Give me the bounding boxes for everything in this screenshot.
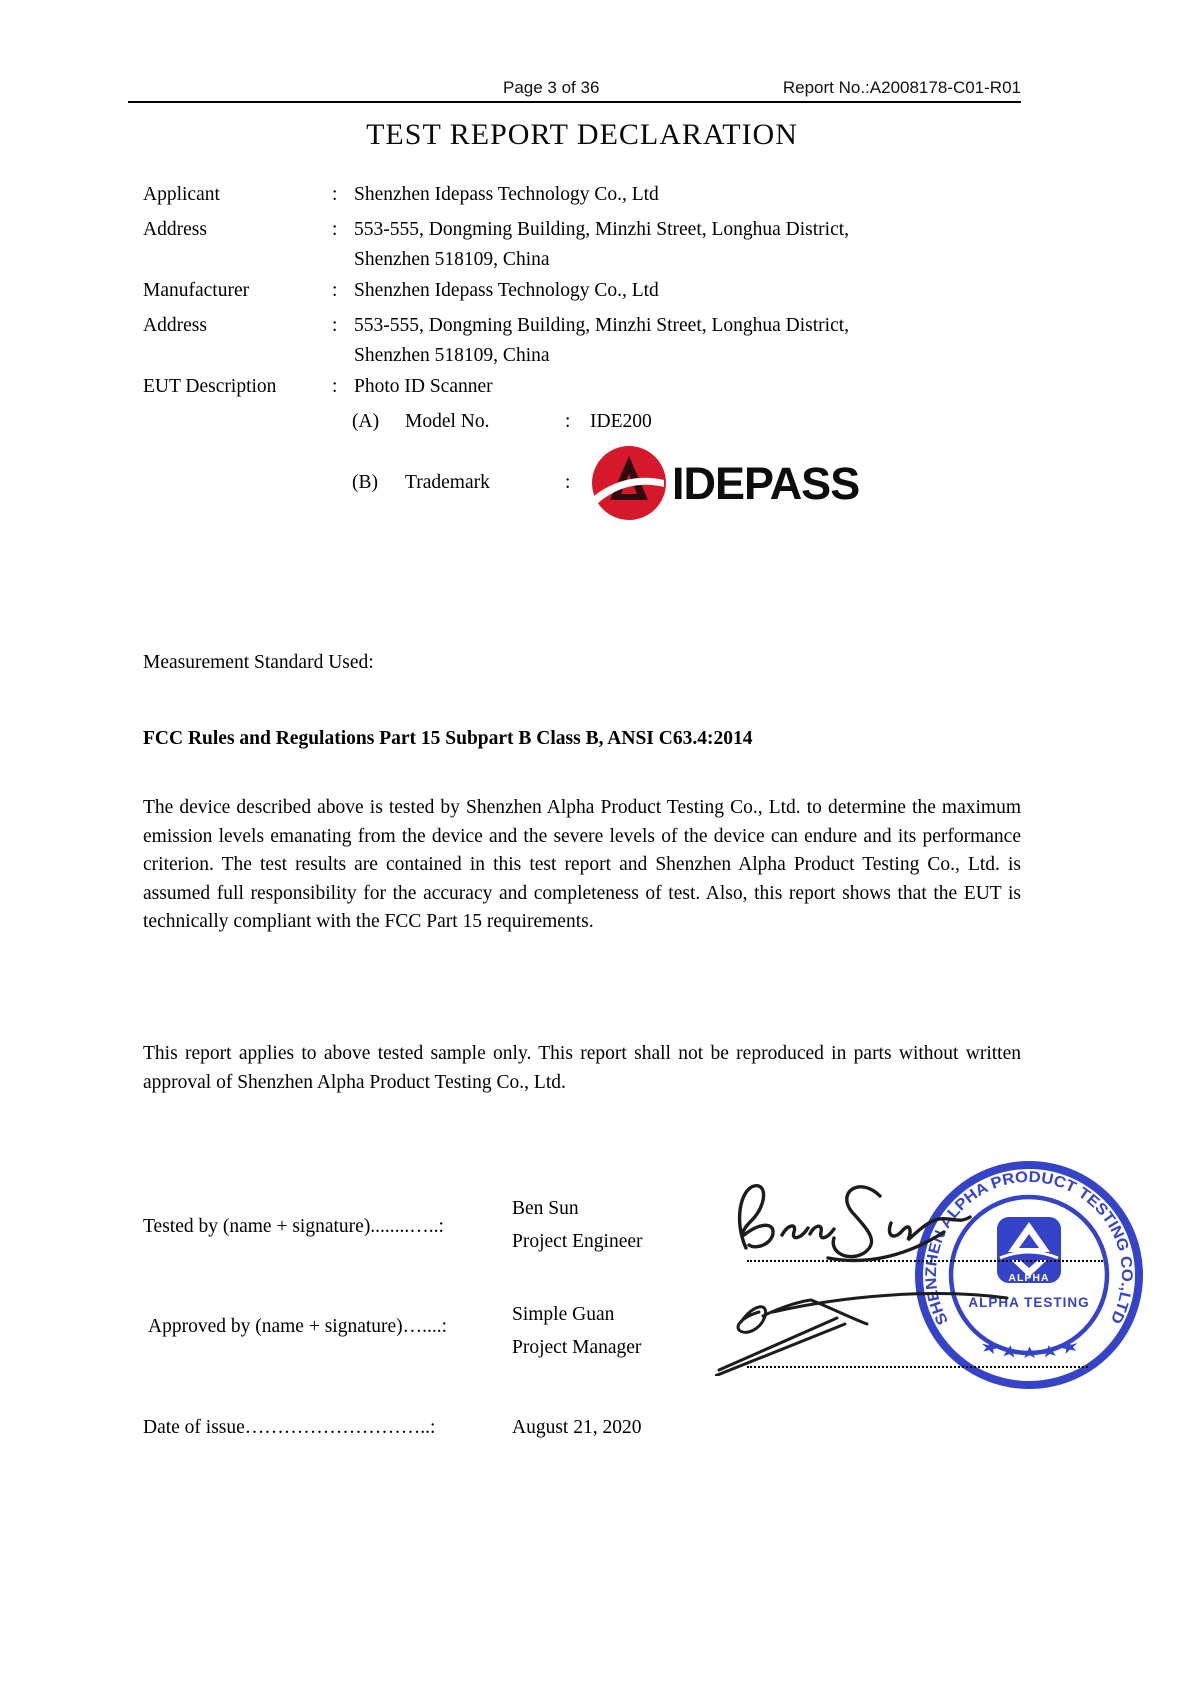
- idepass-circle-icon: [590, 444, 668, 522]
- idepass-logo: [590, 444, 859, 522]
- eut-description-value: Photo ID Scanner: [354, 376, 493, 397]
- eut-description-label: EUT Description: [143, 376, 277, 397]
- approved-by-name-title: [512, 1298, 641, 1364]
- declaration-paragraph-1: The device described above is tested by Shenzhen Alpha Product Testing Co., Ltd. to determine the maximum emission levels emanating from the device and the severe levels of the device can endure and its performance criterion. The test results are contained in this test report and Shenzhen Alpha Product Testing Co., Ltd. is assumed full responsibility for the accuracy and completeness of test. Also, this report shows that the EUT is technically compliant with the FCC Part 15 requirements.: [143, 797, 1021, 932]
- stamp-ring-text: SHENZHEN ALPHA PRODUCT TESTING CO.,LTD: [922, 1168, 1136, 1328]
- stamp-stars: ★★★★★: [977, 1335, 1076, 1363]
- address-value: [354, 215, 1043, 275]
- applicant-label: Applicant: [143, 184, 220, 205]
- info-row-address-2: [143, 311, 1043, 371]
- page-title: TEST REPORT DECLARATION: [366, 118, 798, 151]
- report-number: Report No.:A2008178-C01-R01: [782, 78, 1021, 97]
- info-row-manufacturer: [143, 276, 1043, 306]
- address-line-1: 553-555, Dongming Building, Minzhi Street, Longhua District,: [354, 315, 850, 336]
- date-of-issue-label: Date of issue………………………..:: [143, 1417, 436, 1438]
- approved-by-label: Approved by (name + signature)…....:: [148, 1316, 448, 1337]
- tested-by-name-title: [512, 1192, 643, 1258]
- model-row: [352, 407, 652, 437]
- colon: :: [332, 280, 338, 301]
- address-line-2: Shenzhen 518109, China: [354, 249, 550, 270]
- trademark-row: [352, 468, 590, 498]
- standard-line: FCC Rules and Regulations Part 15 Subpart B Class B, ANSI C63.4:2014: [143, 728, 753, 749]
- address-line-1: 553-555, Dongming Building, Minzhi Street, Longhua District,: [354, 219, 850, 240]
- declaration-paragraph-2: This report applies to above tested sample only. This report shall not be reproduced in parts without written approval of Shenzhen Alpha Product Testing Co., Ltd.: [143, 1043, 1021, 1093]
- tested-name: Ben Sun: [512, 1198, 579, 1219]
- simple-guan-signature: [715, 1294, 1007, 1376]
- approved-title: Project Manager: [512, 1337, 642, 1358]
- model-value: IDE200: [590, 411, 652, 432]
- manufacturer-value: Shenzhen Idepass Technology Co., Ltd: [354, 280, 659, 301]
- colon: :: [332, 219, 338, 240]
- colon: :: [332, 376, 338, 397]
- stamp-sub-label: ALPHA TESTING: [968, 1295, 1090, 1310]
- approved-signature-ink: [715, 1278, 1015, 1376]
- info-row-applicant: [143, 180, 1043, 210]
- address-label: Address: [143, 219, 207, 240]
- applicant-value: Shenzhen Idepass Technology Co., Ltd: [354, 184, 659, 205]
- approved-name: Simple Guan: [512, 1304, 615, 1325]
- trademark-label: Trademark: [405, 472, 490, 493]
- model-label: Model No.: [405, 411, 490, 432]
- address-line-2: Shenzhen 518109, China: [354, 345, 550, 366]
- header-rule: [128, 101, 1021, 103]
- trademark-index: (B): [352, 472, 378, 493]
- model-index: (A): [352, 411, 380, 432]
- info-row-eut-description: [143, 372, 1043, 402]
- stamp-center-label: ALPHA: [1008, 1272, 1050, 1284]
- colon: :: [332, 184, 338, 205]
- colon: :: [565, 472, 571, 493]
- tested-by-label: Tested by (name + signature)........…..:: [143, 1216, 444, 1237]
- address-label: Address: [143, 315, 207, 336]
- manufacturer-label: Manufacturer: [143, 280, 250, 301]
- tested-title: Project Engineer: [512, 1231, 643, 1252]
- address-value: [354, 311, 1043, 371]
- info-row-address-1: [143, 215, 1043, 275]
- page-number: Page 3 of 36: [503, 78, 600, 97]
- brand-wordmark: IDEPASS: [672, 457, 860, 509]
- colon: :: [332, 315, 338, 336]
- colon: :: [565, 411, 571, 432]
- tested-signature-ink: [728, 1168, 998, 1273]
- date-of-issue-value: August 21, 2020: [512, 1417, 642, 1438]
- ben-sun-signature: [740, 1186, 970, 1261]
- measurement-heading: Measurement Standard Used:: [143, 652, 374, 673]
- stamp-center-logo: [997, 1217, 1061, 1284]
